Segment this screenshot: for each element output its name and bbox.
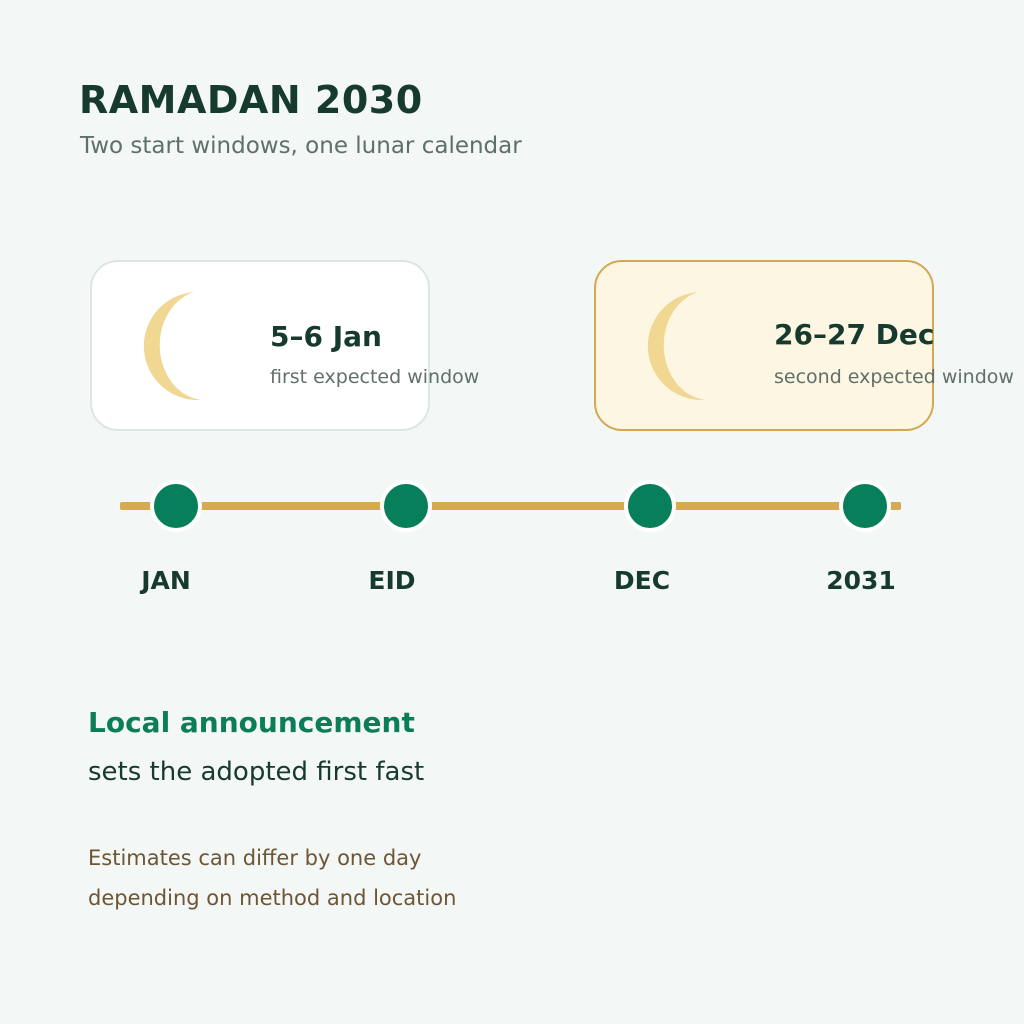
timeline-track <box>120 502 901 510</box>
timeline-label-jan: JAN <box>141 566 191 595</box>
timeline-label-2031: 2031 <box>826 566 896 595</box>
window-date: 5–6 Jan <box>270 320 382 353</box>
footnote-line: Estimates can differ by one day <box>88 846 422 870</box>
crescent-moon-icon <box>636 290 716 402</box>
crescent-moon-icon <box>132 290 212 402</box>
note-title: Local announcement <box>88 706 415 739</box>
page-title: RAMADAN 2030 <box>79 78 423 122</box>
footnote-line: depending on method and location <box>88 886 457 910</box>
footnote <box>88 838 608 918</box>
timeline-node-dec <box>624 480 676 532</box>
window-caption: first expected window <box>270 366 480 388</box>
window-caption: second expected window <box>774 366 1014 388</box>
window-date: 26–27 Dec <box>774 318 935 351</box>
timeline-node-jan <box>150 480 202 532</box>
page-subtitle: Two start windows, one lunar calendar <box>80 133 522 159</box>
timeline-label-eid: EID <box>368 566 416 595</box>
timeline-node-2031 <box>839 480 891 532</box>
timeline-node-eid <box>380 480 432 532</box>
note-body: sets the adopted first fast <box>88 757 425 787</box>
window-card-first <box>90 260 480 431</box>
timeline <box>0 470 1024 610</box>
timeline-label-dec: DEC <box>613 566 671 595</box>
window-card-second <box>594 260 1014 431</box>
